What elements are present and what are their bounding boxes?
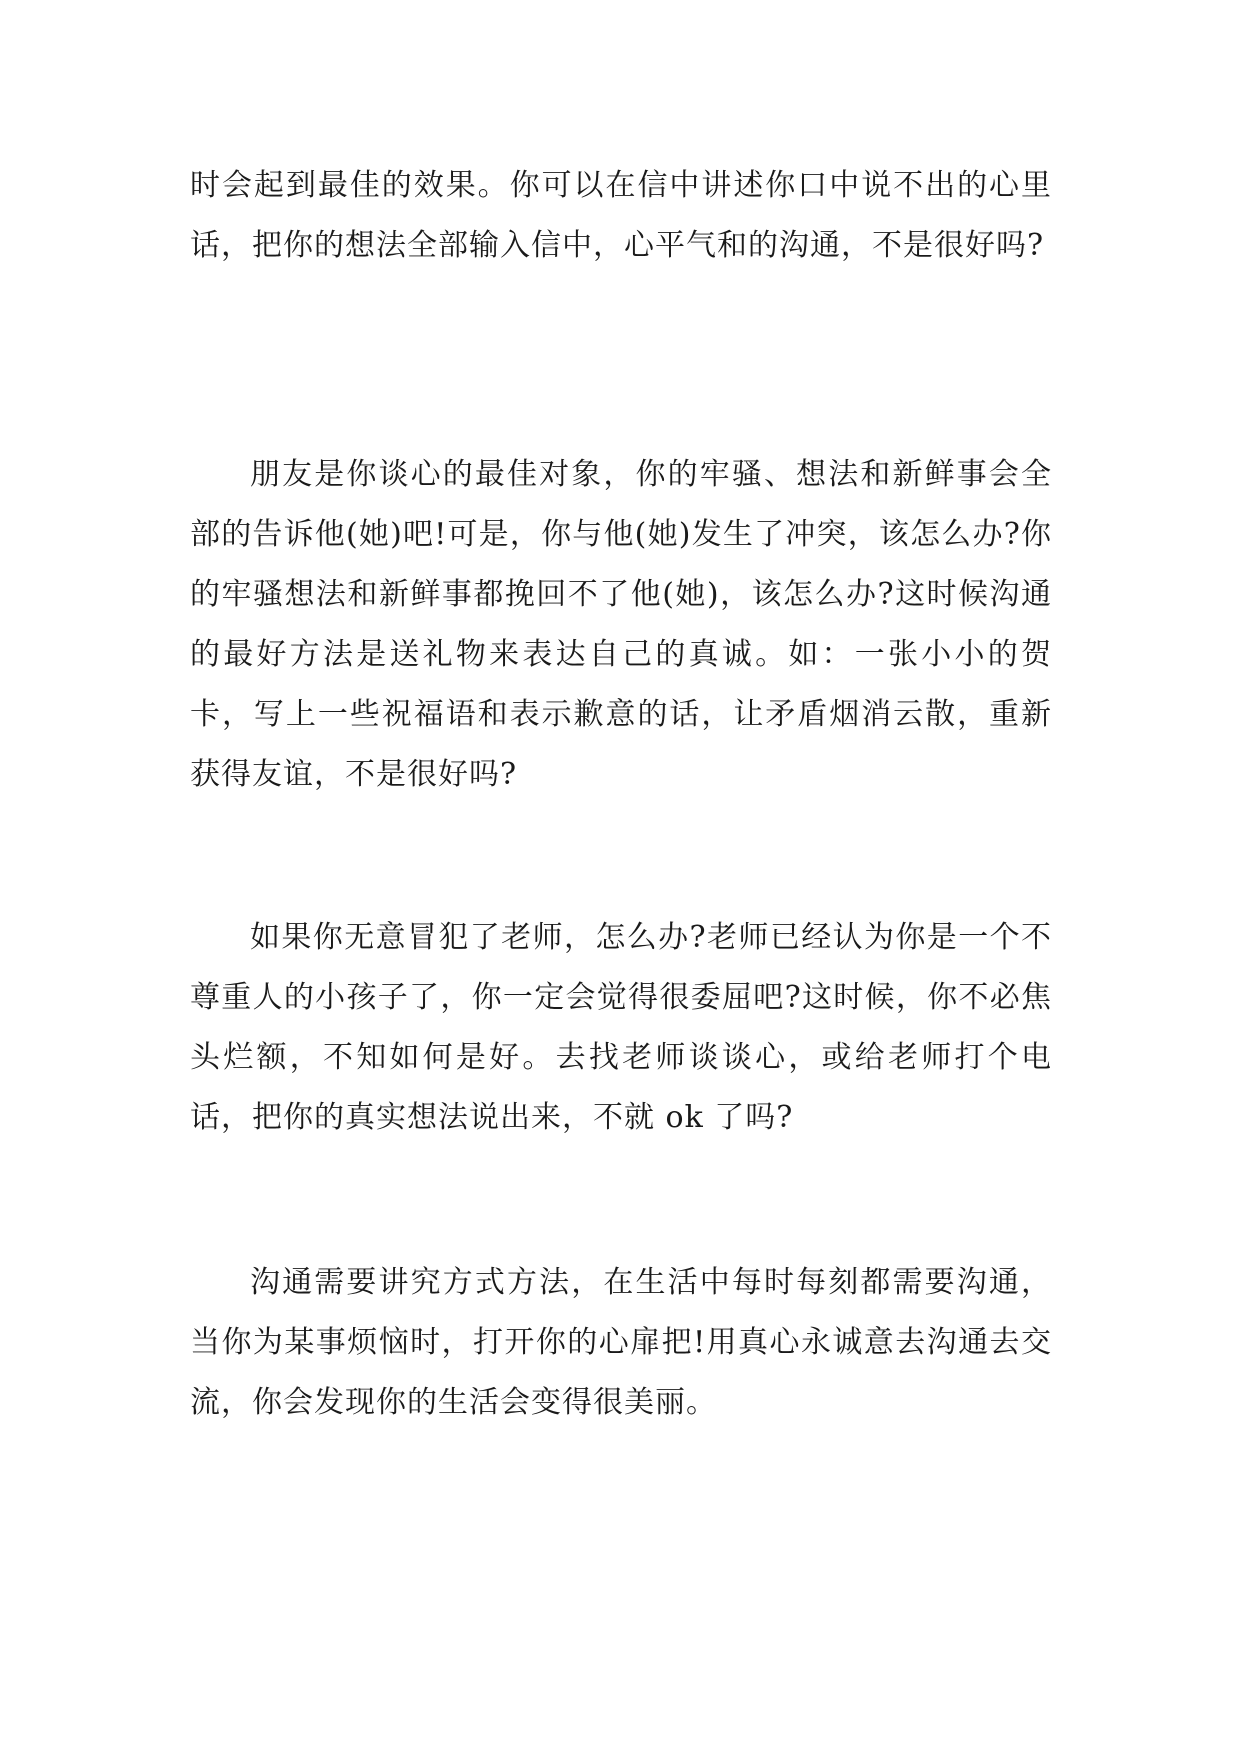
paragraph-continuation: 时会起到最佳的效果。你可以在信中讲述你口中说不出的心里话，把你的想法全部输入信中，心平气和的沟通，不是很好吗? bbox=[190, 168, 1052, 263]
paragraph-conclusion: 沟通需要讲究方式方法，在生活中每时每刻都需要沟通，当你为某事烦恼时，打开你的心扉把!用真心永诚意去沟通去交流，你会发现你的生活会变得很美丽。 bbox=[190, 1265, 1052, 1420]
paragraph-friends: 朋友是你谈心的最佳对象，你的牢骚、想法和新鲜事会全部的告诉他(她)吧!可是，你与他(她)发生了冲突，该怎么办?你的牢骚想法和新鲜事都挽回不了他(她)，该怎么办?这时候沟通的最好方法是送礼物来表达自己的真诚。如：一张小小的贺卡，写上一些祝福语和表示歉意的话，让矛盾烟消云散，重新获得友谊，不是很好吗? bbox=[190, 457, 1052, 792]
paragraph-teacher: 如果你无意冒犯了老师，怎么办?老师已经认为你是一个不尊重人的小孩子了，你一定会觉得很委屈吧?这时候，你不必焦头烂额，不知如何是好。去找老师谈谈心，或给老师打个电话，把你的真实想法说出来，不就 ok 了吗? bbox=[190, 920, 1052, 1135]
